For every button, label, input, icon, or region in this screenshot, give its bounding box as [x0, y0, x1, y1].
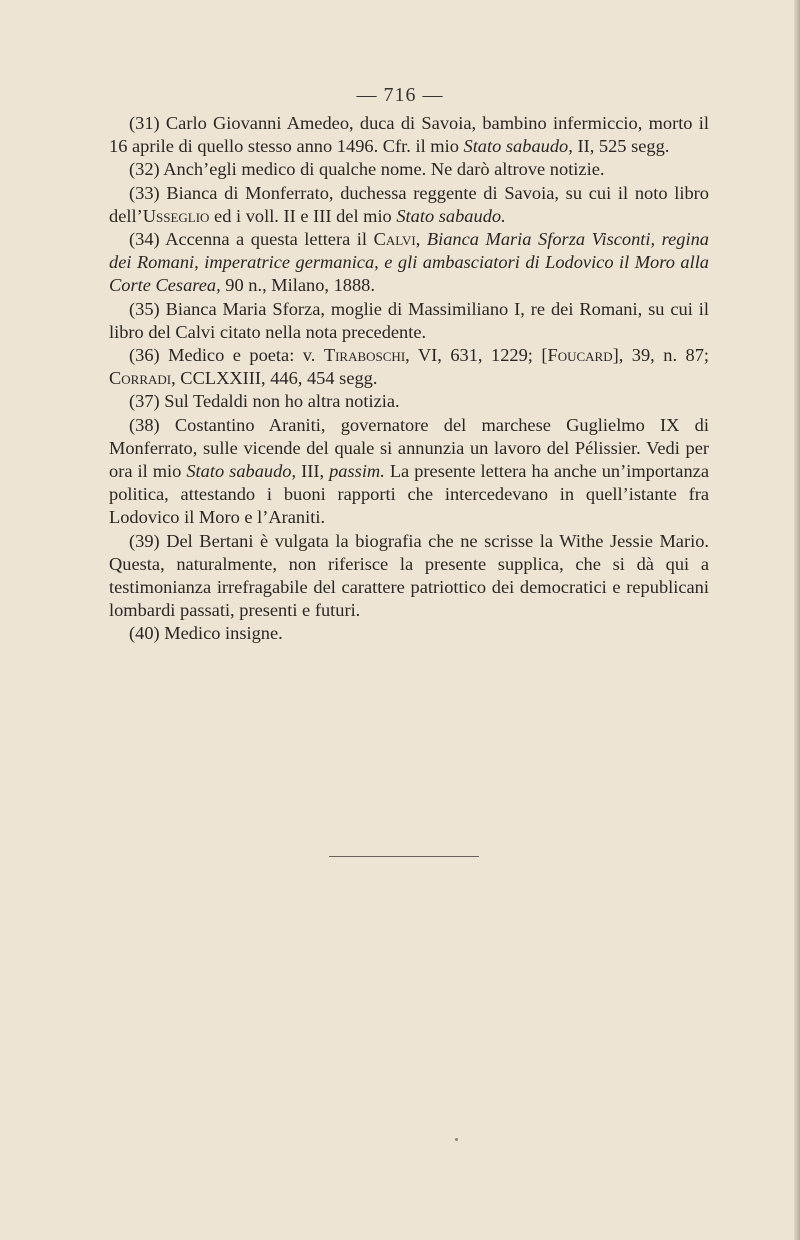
- footnote-text: Sul Tedaldi non ho altra notizia.: [164, 391, 400, 412]
- footnote-text: , CCLXXIII, 446, 454 segg.: [171, 368, 378, 389]
- footnote-text: Carlo Giovanni Amedeo, duca di Savoia, bambino infermiccio, morto il 16 aprile di quello stesso anno 1496. Cfr. il mio: [109, 113, 709, 157]
- footnote: [109, 530, 709, 623]
- footnote-text: III,: [296, 461, 330, 482]
- footnote-text: ed i voll. II e III del mio: [209, 205, 397, 226]
- footnote: [109, 344, 709, 390]
- page-number: — 716 —: [356, 84, 444, 106]
- footnote-italic: Bianca Maria Sforza Visconti, regina dei Romani, imperatrice germanica, e gli ambasciatori di Lodovico il Moro alla Corte Cesarea,: [109, 229, 709, 296]
- footnote-number: (38): [129, 414, 160, 435]
- footnote-text: Anch’egli medico di qualche nome. Ne darò altrove notizie.: [163, 159, 605, 180]
- separator-rule: [329, 856, 479, 857]
- footnote-text: Medico insigne.: [164, 623, 283, 644]
- footnote-text: ], 39, n. 87;: [612, 345, 710, 366]
- footnote-number: (32): [129, 159, 160, 180]
- page-edge: [794, 0, 800, 1240]
- footnote: [109, 390, 709, 413]
- footnote-author: Corradi: [109, 368, 172, 389]
- footnote-number: (34): [129, 229, 160, 250]
- footnote-number: (35): [129, 298, 160, 319]
- footnote-author: Tiraboschi: [323, 345, 406, 366]
- footnote-italic: Stato sabaudo,: [463, 136, 573, 157]
- footnote-italic: Stato sabaudo,: [186, 461, 297, 482]
- footnote: [109, 112, 709, 158]
- footnote-text: , VI, 631, 1229; [: [405, 345, 548, 366]
- footnote-number: (37): [129, 391, 160, 412]
- footnote-author: Calvi: [373, 229, 416, 250]
- footnote: [109, 182, 709, 228]
- footnote: [109, 622, 709, 645]
- footnote: [109, 158, 709, 181]
- footnote-text: 90 n., Milano, 1888.: [220, 275, 375, 296]
- footnote-text: Medico e poeta: v.: [168, 345, 324, 366]
- footnote-number: (31): [129, 113, 160, 133]
- footnote: [109, 228, 709, 298]
- footnote: [109, 414, 709, 530]
- footnote-text: Costantino Araniti, governatore del marchese Guglielmo IX di Monferrato, sulle vicende del quale si annunzia un lavoro del Pélissier. Vedi per ora il mio: [109, 414, 709, 482]
- footnote-author: Foucard: [547, 345, 613, 366]
- footnote: [109, 298, 709, 344]
- footnote-text: La presente lettera ha anche un’importanza politica, attestando i buoni rapporti che intercedevano in quell’istante fra Lodovico il Moro e l’Araniti.: [109, 461, 709, 528]
- footnotes: [109, 112, 709, 646]
- footnote-italic: Stato sabaudo.: [396, 205, 506, 226]
- footnote-text: Del Bertani è vulgata la biografia che ne scrisse la Withe Jessie Mario. Questa, naturalmente, non riferisce la presente supplica, che si dà qui a testimonianza irrefragabile del carattere patriottico dei democratici e republicani lombardi passati, presenti e futuri.: [109, 530, 709, 621]
- footnote-text: Bianca Maria Sforza, moglie di Massimiliano I, re dei Romani, su cui il libro del Calvi citato nella nota precedente.: [109, 298, 709, 342]
- footnote-author: Usseglio: [142, 205, 210, 226]
- footnote-number: (33): [129, 182, 160, 203]
- footnote-text: II, 525 segg.: [572, 136, 670, 157]
- footnote-text: ,: [415, 229, 427, 250]
- footnote-text: Accenna a questa lettera il: [165, 229, 374, 250]
- footnote-number: (40): [129, 623, 160, 644]
- footnote-number: (36): [129, 345, 160, 366]
- footnote-number: (39): [129, 530, 160, 551]
- footnote-italic: passim.: [329, 461, 385, 482]
- speck: [455, 1138, 458, 1141]
- footnote-text: Bianca di Monferrato, duchessa reggente di Savoia, su cui il noto libro dell’: [109, 182, 709, 226]
